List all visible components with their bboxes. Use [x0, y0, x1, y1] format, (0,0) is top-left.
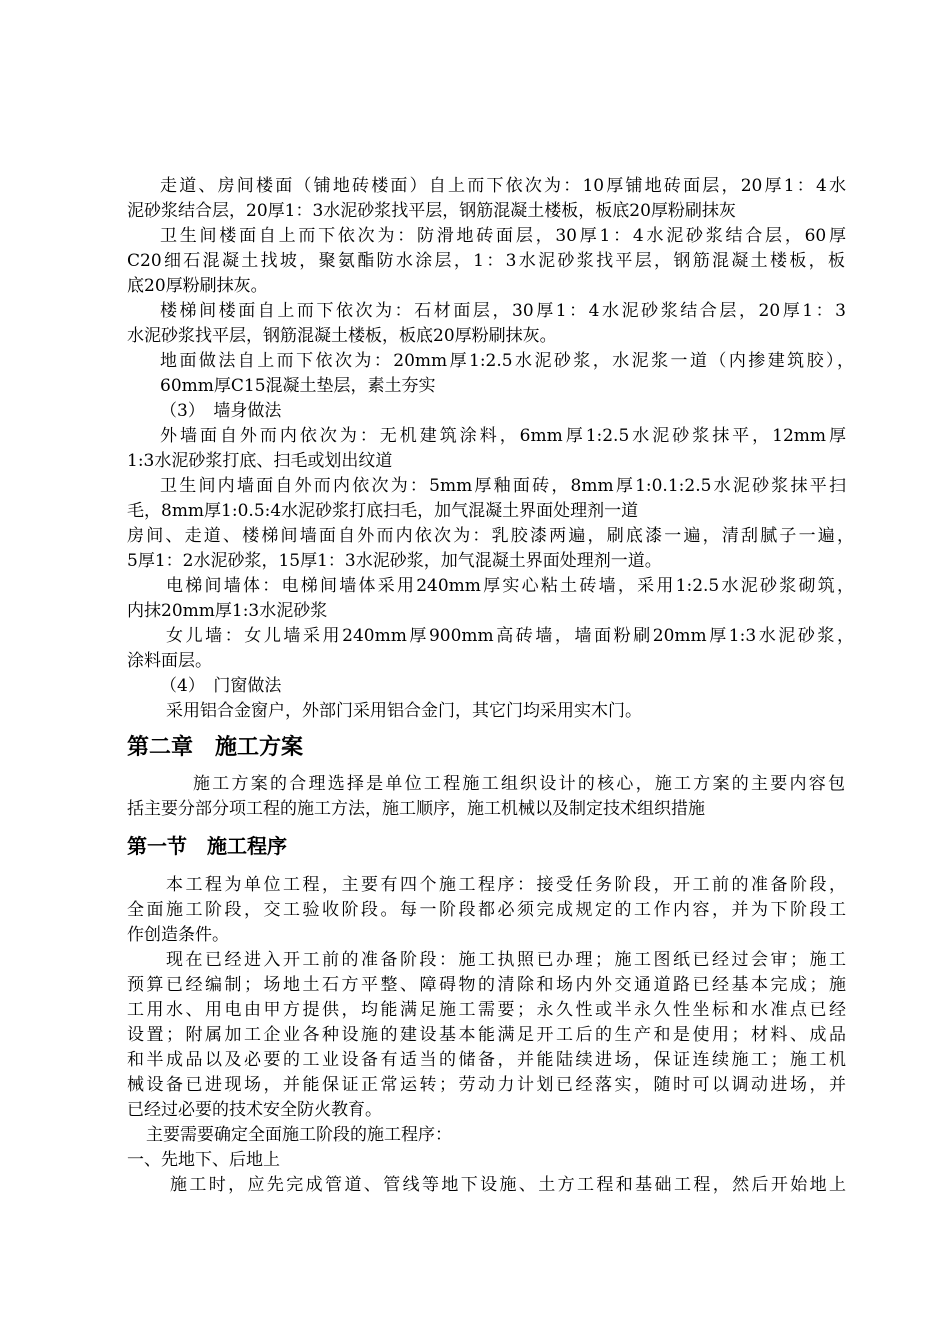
- chapter-title: 第二章 施工方案: [127, 734, 304, 760]
- preparation-line-2: 预算已经编制；场地土石方平整、障碍物的清除和场内外交通道路已经基本完成；施: [127, 975, 846, 995]
- chapter-intro-line-1: 施工方案的合理选择是单位工程施工组织设计的核心，施工方案的主要内容包: [193, 774, 845, 794]
- program-intro-line-2: 全面施工阶段，交工验收阶段。每一阶段都必须完成规定的工作内容，并为下阶段工: [127, 900, 846, 920]
- section-title: 第一节 施工程序: [127, 834, 287, 858]
- preparation-line-4: 设置；附属加工企业各种设施的建设基本能满足开工后的生产和是使用；材料、成品: [127, 1025, 846, 1045]
- program-intro-line-3: 作创造条件。: [127, 925, 229, 945]
- rule-one-title: 一、先地下、后地上: [127, 1150, 280, 1170]
- bathroom-wall-line-1: 卫生间内墙面自外而内依次为：5mm厚釉面砖，8mm厚1:0.1:2.5水泥砂浆抹平扫: [160, 476, 846, 496]
- bathroom-floor-line-1: 卫生间楼面自上而下依次为：防滑地砖面层，30厚1：4水泥砂浆结合层，60厚: [160, 226, 846, 246]
- elevator-wall-line-1: 电梯间墙体：电梯间墙体采用240mm厚实心粘土砖墙，采用1:2.5水泥砂浆砌筑，: [166, 576, 854, 596]
- room-wall-line-2: 5厚1：2水泥砂浆，15厚1：3水泥砂浆，加气混凝土界面处理剂一道。: [127, 551, 662, 571]
- elevator-wall-line-2: 内抹20mm厚1:3水泥砂浆: [127, 601, 328, 621]
- exterior-wall-line-1: 外墙面自外而内依次为：无机建筑涂料，6mm厚1:2.5水泥砂浆抹平，12mm厚: [160, 426, 846, 446]
- parapet-line-2: 涂料面层。: [127, 651, 212, 671]
- stair-floor-line-1: 楼梯间楼面自上而下依次为：石材面层，30厚1：4水泥砂浆结合层，20厚1：3: [160, 301, 846, 321]
- main-need-text: 主要需要确定全面施工阶段的施工程序：: [146, 1125, 452, 1145]
- exterior-wall-line-2: 1:3水泥砂浆打底、扫毛或划出纹道: [127, 451, 393, 471]
- parapet-line-1: 女儿墙：女儿墙采用240mm厚900mm高砖墙，墙面粉刷20mm厚1:3水泥砂浆，: [166, 626, 854, 646]
- ground-line-2: 60mm厚C15混凝土垫层，素土夯实: [160, 376, 436, 396]
- bathroom-wall-line-2: 毛，8mm厚1:0.5:4水泥砂浆打底扫毛，加气混凝土界面处理剂一道: [127, 501, 639, 521]
- chapter-intro-line-2: 括主要分部分项工程的施工方法，施工顺序，施工机械以及制定技术组织措施: [127, 799, 705, 819]
- door-section-heading: （4） 门窗做法: [160, 676, 282, 696]
- preparation-line-5: 和半成品以及必要的工业设备有适当的储备，并能陆续进场，保证连续施工；施工机: [127, 1050, 846, 1070]
- ground-line-1: 地面做法自上而下依次为：20mm厚1:2.5水泥砂浆，水泥浆一道（内掺建筑胶），: [160, 351, 854, 371]
- stair-floor-line-2: 水泥砂浆找平层，钢筋混凝土楼板，板底20厚粉刷抹灰。: [127, 326, 557, 346]
- program-intro-line-1: 本工程为单位工程，主要有四个施工程序：接受任务阶段，开工前的准备阶段，: [166, 875, 846, 895]
- rule-one-text: 施工时，应先完成管道、管线等地下设施、土方工程和基础工程，然后开始地上: [170, 1175, 846, 1195]
- preparation-line-1: 现在已经进入开工前的准备阶段：施工执照已办理；施工图纸已经过会审；施工: [166, 950, 846, 970]
- bathroom-floor-line-3: 底20厚粉刷抹灰。: [127, 276, 268, 296]
- door-text: 采用铝合金窗户，外部门采用铝合金门，其它门均采用实木门。: [166, 701, 642, 721]
- preparation-line-3: 工用水、用电由甲方提供，均能满足施工需要；永久性或半永久性坐标和水准点已经: [127, 1000, 846, 1020]
- preparation-line-6: 械设备已进现场，并能保证正常运转；劳动力计划已经落实，随时可以调动进场，并: [127, 1075, 846, 1095]
- corridor-floor-line-1: 走道、房间楼面（铺地砖楼面）自上而下依次为：10厚铺地砖面层，20厚1：4水: [160, 176, 846, 196]
- wall-section-heading: （3） 墙身做法: [160, 401, 282, 421]
- corridor-floor-line-2: 泥砂浆结合层，20厚1：3水泥砂浆找平层，钢筋混凝土楼板，板底20厚粉刷抹灰: [127, 201, 736, 221]
- preparation-line-7: 已经过必要的技术安全防火教育。: [127, 1100, 382, 1120]
- bathroom-floor-line-2: C20细石混凝土找坡，聚氨酯防水涂层，1：3水泥砂浆找平层，钢筋混凝土楼板，板: [127, 251, 845, 271]
- room-wall-line-1: 房间、走道、楼梯间墙面自外而内依次为：乳胶漆两遍，刷底漆一遍，清刮腻子一遍，: [127, 526, 854, 546]
